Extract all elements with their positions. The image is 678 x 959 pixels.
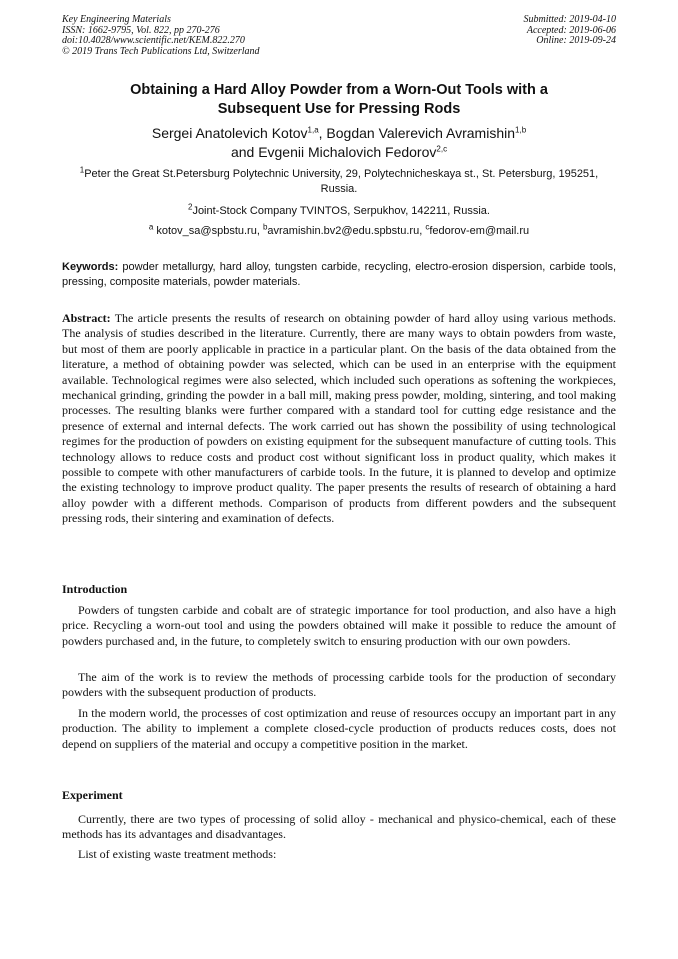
abstract-text: The article presents the results of research on obtaining powder of hard alloy using various methods. The analysis of studies described in the literature. Currently, there are many ways to obtain powders from waste, but most of them are poorly applicable in practice in a particular plant. On the basis of the data obtained from the literature, a method of obtaining powder was selected, which can be used in an enterprise with the equipment available. Technological regimes were also selected, which included such operations as softening the workpieces, mechanical grinding, grinding the powder in a ball mill, making press powder, molding, sintering, and tool making processes. The resulting blanks were further compared with a standard tool for cutting edge resistance and the presence of external and internal defects. The work carried out has shown the possibility of using technological regimes for the production of powders on existing equipment for the subsequent manufacture of cutting tools. This technology allows to reduce costs and product cost without significant loss in product quality, which makes it possible to compete with other manufacturers of carbide tools. In the future, it is planned to develop and optimize the existing technology to improve product quality. The paper presents the results of research of obtaining a hard alloy powder with a different methods. Comparison of products from different powders and the subsequent pressing rods, their sintering and examination of defects. xyxy=(62,311,616,526)
author-2: Bogdan Valerevich Avramishin xyxy=(326,125,516,141)
abstract-label: Abstract: xyxy=(62,311,111,325)
paper-title xyxy=(62,81,616,118)
experiment-paragraph-1: Currently, there are two types of processing of solid alloy - mechanical and physico-chemical, each of these methods has its advantages and disadvantages. xyxy=(62,812,616,842)
email-a-mark: a xyxy=(148,222,154,232)
affiliation-2-mark: 2 xyxy=(187,202,193,212)
author-line-1 xyxy=(62,124,616,143)
keywords-label: Keywords: xyxy=(62,261,119,273)
keywords-block xyxy=(62,260,616,289)
author-3: Evgenii Michalovich Fedorov xyxy=(258,144,437,160)
title-line-1: Obtaining a Hard Alloy Powder from a Worn-Out Tools with a xyxy=(130,82,548,98)
email-c-mark: c xyxy=(425,222,430,232)
experiment-heading: Experiment xyxy=(62,788,123,802)
author-1-affil: 1,a xyxy=(307,125,319,135)
introduction-paragraph-3: In the modern world, the processes of cost optimization and reuse of resources occupy an important part in any production. The ability to implement a complete closed-cycle production of products reduces costs, does not depend on suppliers of the material and occupy a competitive position in the market. xyxy=(62,706,616,751)
author-2-affil: 1,b xyxy=(515,125,527,135)
author-line-2 xyxy=(62,143,616,162)
email-a[interactable]: kotov_sa@spbstu.ru, xyxy=(153,225,263,237)
author-1: Sergei Anatolevich Kotov xyxy=(151,125,308,141)
keywords-text: powder metallurgy, hard alloy, tungsten carbide, recycling, electro-erosion dispersion, carbide tools, pressing, composite materials, powder materials. xyxy=(62,261,616,288)
author-separator: , xyxy=(318,125,327,141)
author-list xyxy=(62,124,616,162)
author-and: and xyxy=(230,144,259,160)
introduction-paragraph-1: Powders of tungsten carbide and cobalt are of strategic importance for tool production, and also have a high price. Recycling a worn-out tool and using the powders obtained will make it possible to reduce the amount of powders purchased and, in the future, to completely switch to ensuring production with our own powders. xyxy=(62,603,616,648)
email-c[interactable]: fedorov-em@mail.ru xyxy=(429,225,530,237)
email-b-mark: b xyxy=(262,222,268,232)
email-b[interactable]: avramishin.bv2@edu.spbstu.ru, xyxy=(267,225,426,237)
author-3-affil: 2,c xyxy=(436,144,448,154)
affiliation-2-text: Joint-Stock Company TVINTOS, Serpukhov, 142211, Russia. xyxy=(192,205,490,217)
affiliation-2 xyxy=(62,204,616,219)
title-line-2: Subsequent Use for Pressing Rods xyxy=(217,100,461,117)
introduction-paragraph-2: The aim of the work is to review the methods of processing carbide tools for the production of secondary powders with the subsequent production of products. xyxy=(62,670,616,700)
affiliation-1-mark: 1 xyxy=(79,165,85,175)
journal-doi[interactable]: doi:10.4028/www.scientific.net/KEM.822.270 xyxy=(62,35,245,46)
journal-issn: ISSN: 1662-9795, Vol. 822, pp 270-276 xyxy=(62,24,220,36)
affiliation-1 xyxy=(62,167,616,196)
author-emails xyxy=(62,224,616,239)
publication-dates xyxy=(524,15,617,47)
accepted-date: Accepted: 2019-06-06 xyxy=(526,24,616,36)
introduction-heading: Introduction xyxy=(62,582,128,596)
online-date: Online: 2019-09-24 xyxy=(536,35,616,46)
submitted-date: Submitted: 2019-04-10 xyxy=(523,14,616,25)
journal-name: Key Engineering Materials xyxy=(62,14,171,25)
journal-copyright: © 2019 Trans Tech Publications Ltd, Switzerland xyxy=(62,45,260,57)
experiment-paragraph-2: List of existing waste treatment methods: xyxy=(78,847,277,861)
affiliation-1-text: Peter the Great St.Petersburg Polytechnic University, 29, Polytechnicheskaya st., St. Petersburg, 195251, Russia. xyxy=(84,168,599,195)
abstract-block xyxy=(62,311,616,527)
journal-info xyxy=(62,15,260,57)
